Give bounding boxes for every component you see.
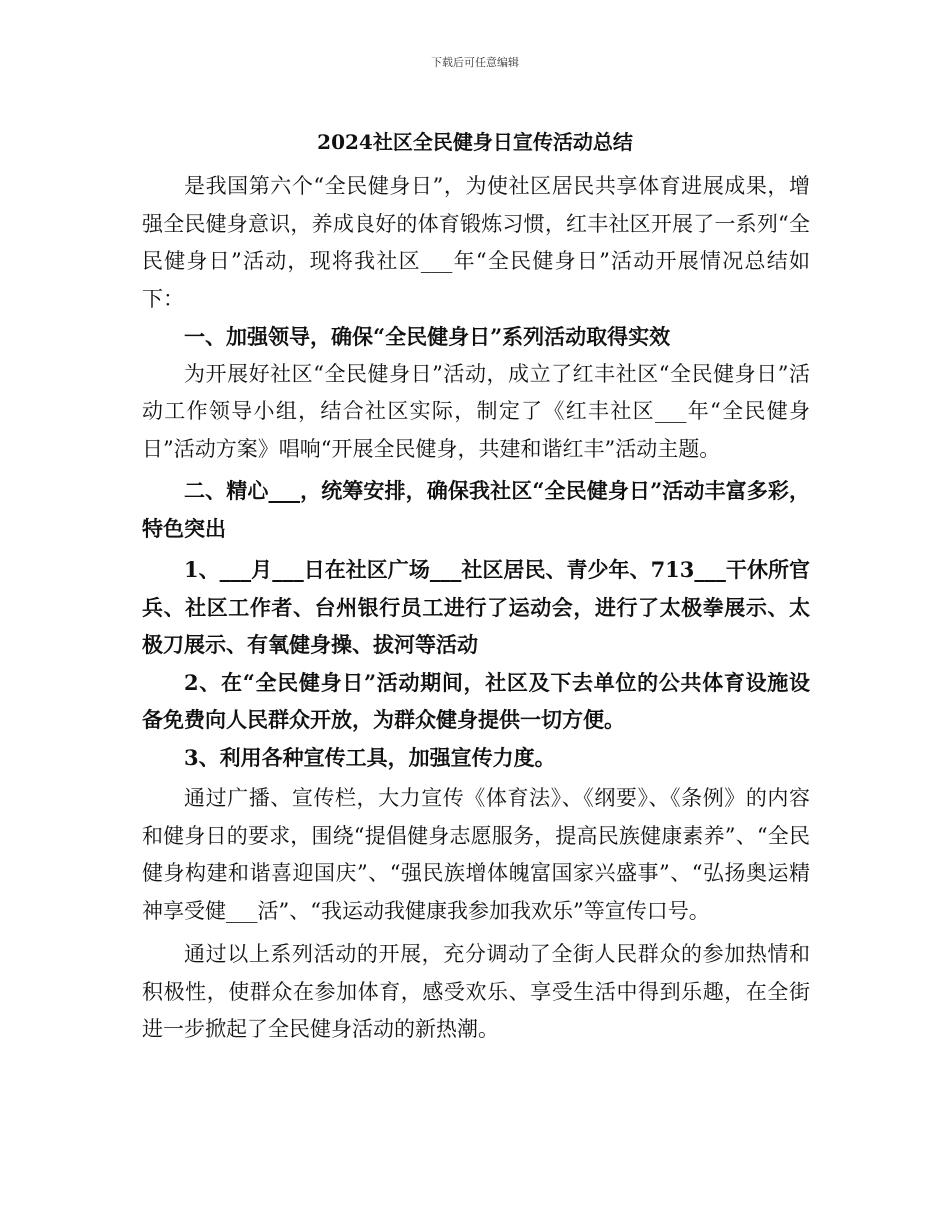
list-item-1: 1、___月___日在社区广场___社区居民、青少年、713___干休所官兵、社区工作者、台州银行员工进行了运动会，进行了太极拳展示、太极刀展示、有氧健身操、拔河等活动 xyxy=(142,557,810,657)
document-title: 2024社区全民健身日宣传活动总结 xyxy=(317,130,633,154)
paragraph-publicity: 通过广播、宣传栏，大力宣传《体育法》、《纲要》、《条例》的内容和健身日的要求，围绕“提倡健身志愿服务，提高民族健康素养”、“全民健身构建和谐喜迎国庆”、“强民族增体魄富国家兴盛事”、“弘扬奥运精神享受健___活”、“我运动我健康我参加我欢乐”等宣传口号。 xyxy=(142,786,810,923)
paragraph-intro: 是我国第六个“全民健身日”，为使社区居民共享体育进展成果，增强全民健身意识，养成良好的体育锻炼习惯，红丰社区开展了一系列“全民健身日”活动，现将我社区___年“全民健身日”活动开展情况总结如下： xyxy=(142,174,810,311)
header-note: 下载后可任意编辑 xyxy=(431,56,519,69)
section-heading-1: 一、加强领导，确保“全民健身日”系列活动取得实效 xyxy=(184,324,671,349)
section-heading-2: 二、精心___，统筹安排，确保我社区“全民健身日”活动丰富多彩，特色突出 xyxy=(142,478,810,541)
paragraph-conclusion: 通过以上系列活动的开展，充分调动了全街人民群众的参加热情和积极性，使群众在参加体育，感受欢乐、享受生活中得到乐趣，在全街进一步掀起了全民健身活动的新热潮。 xyxy=(142,942,810,1041)
list-item-2: 2、在“全民健身日”活动期间，社区及下去单位的公共体育设施设备免费向人民群众开放，为群众健身提供一切方便。 xyxy=(142,669,810,732)
paragraph-section-1: 为开展好社区“全民健身日”活动，成立了红丰社区“全民健身日”活动工作领导小组，结合社区实际，制定了《红丰社区___年“全民健身日”活动方案》唱响“开展全民健身，共建和谐红丰”活动主题。 xyxy=(142,361,810,461)
document-body xyxy=(142,168,810,1049)
list-item-3: 3、利用各种宣传工具，加强宣传力度。 xyxy=(184,744,556,770)
